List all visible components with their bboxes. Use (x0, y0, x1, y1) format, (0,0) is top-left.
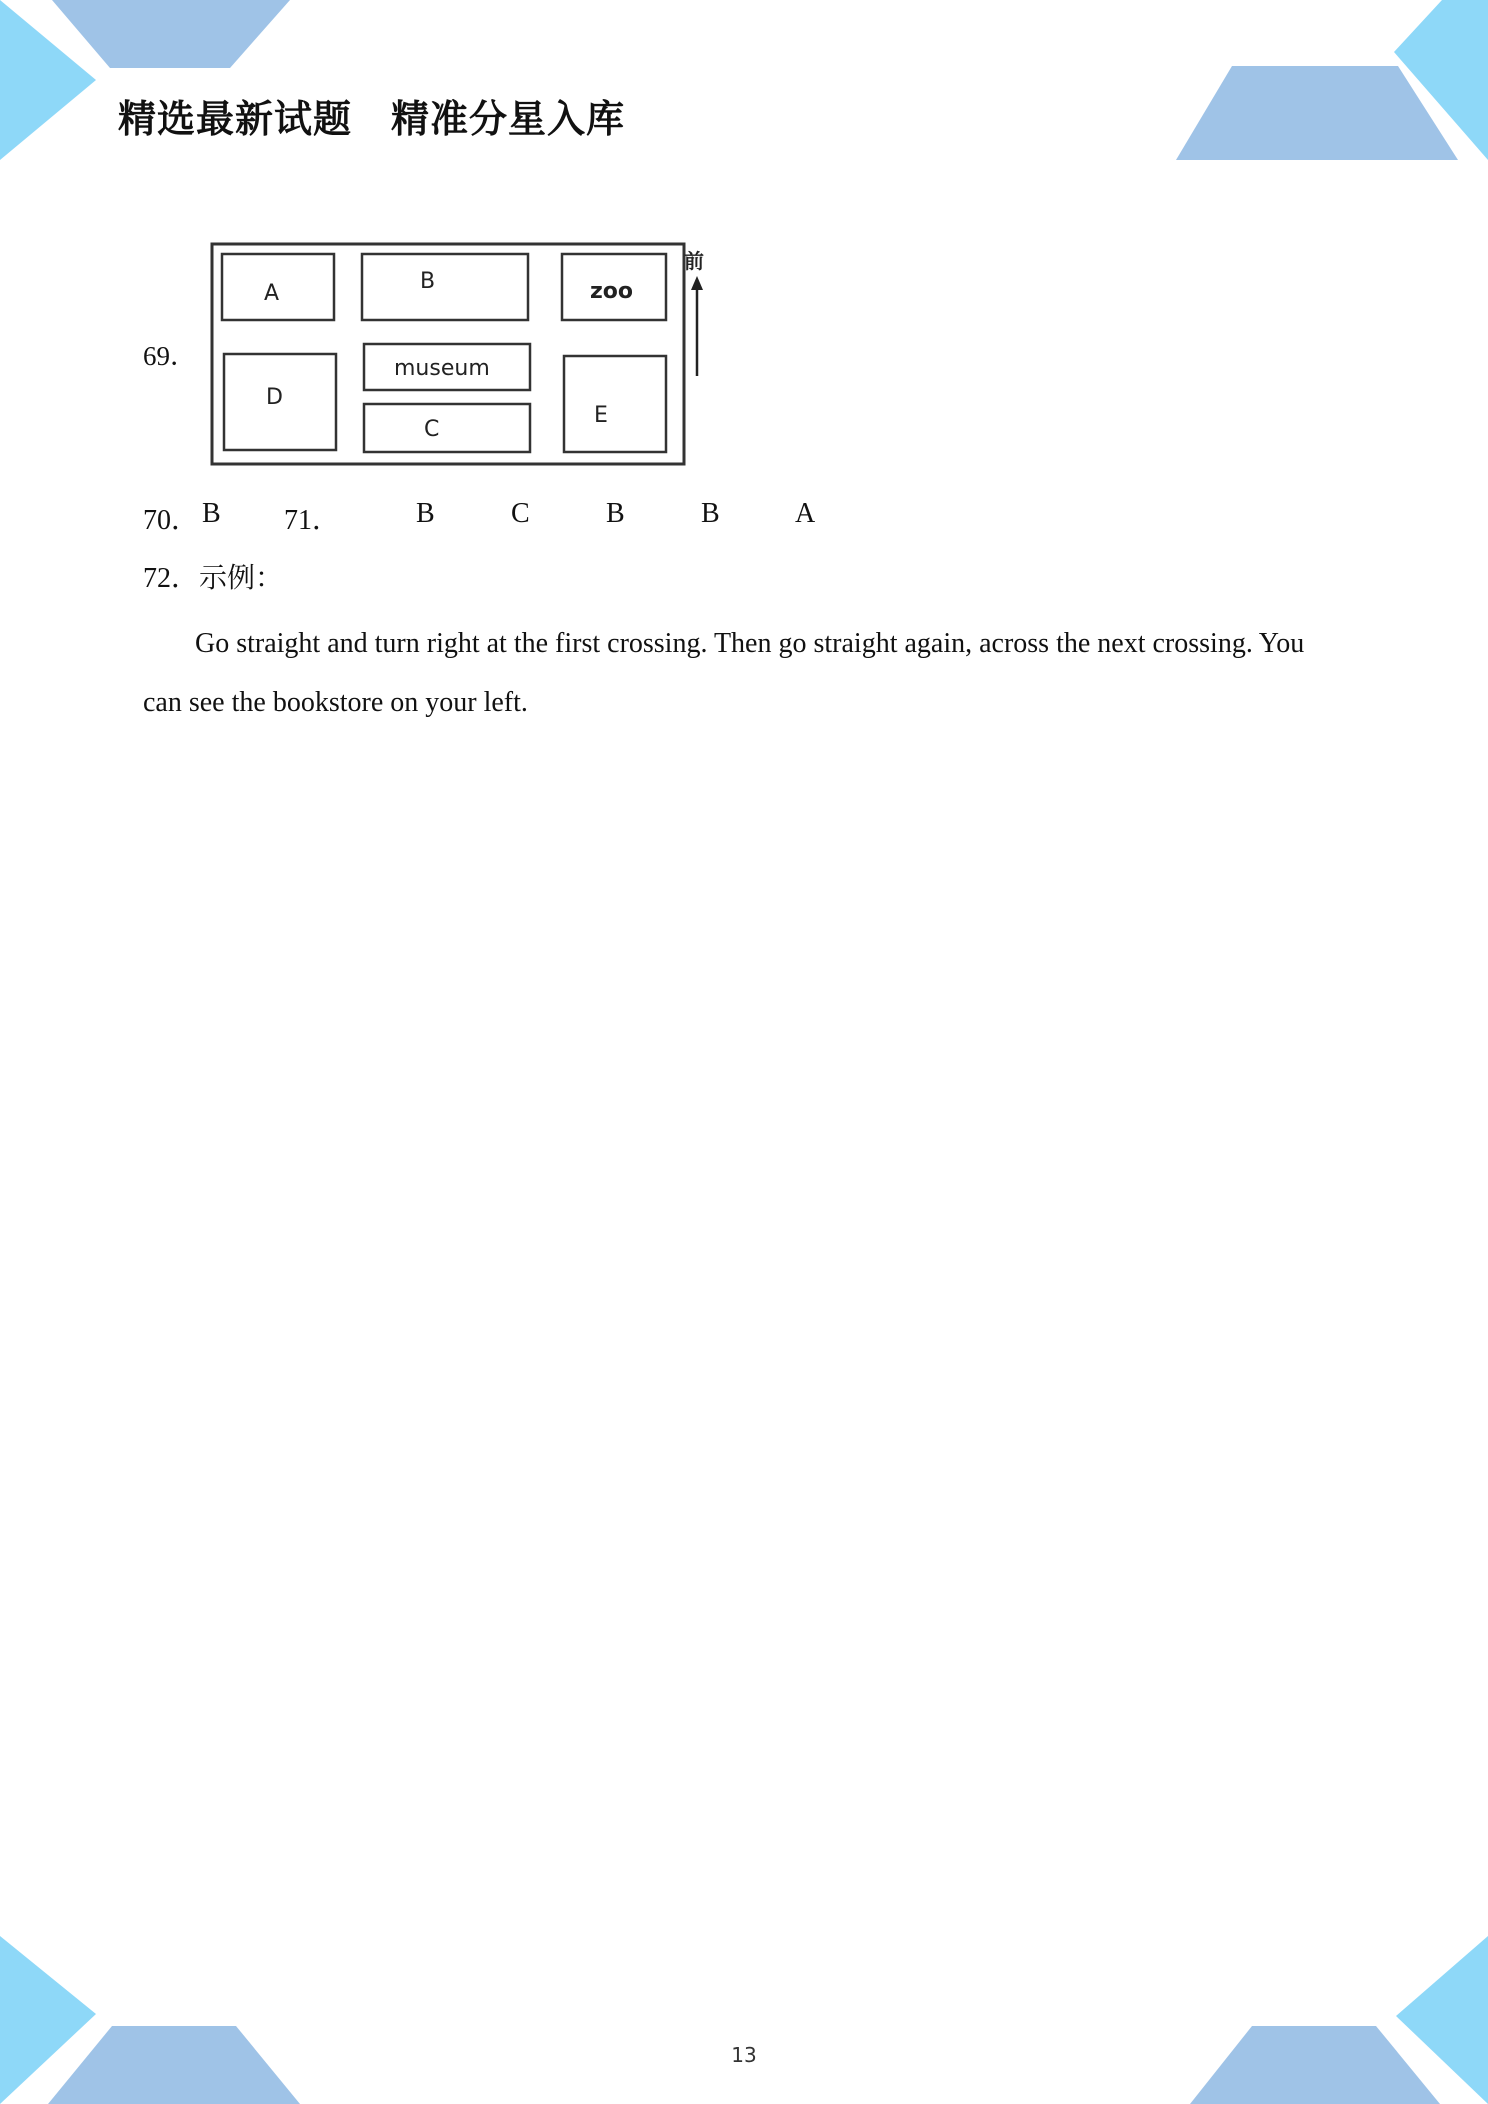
map-label-d: D (266, 385, 283, 410)
question-71-answer: B (701, 498, 720, 529)
map-label-zoo: zoo (590, 279, 634, 304)
question-71-answer: B (416, 498, 435, 529)
top-right-blue-trapezoid (1176, 66, 1458, 160)
question-69-number: 69． (143, 341, 197, 371)
up-arrow-icon (691, 276, 703, 376)
map-label-a: A (264, 281, 280, 306)
question-72-label: 示例： (199, 563, 284, 594)
question-71-number: 71． (284, 505, 341, 536)
question-72-heading (143, 556, 283, 596)
answers-70-71 (143, 498, 1043, 534)
question-71-answer: A (795, 498, 816, 529)
question-71-answer: C (511, 498, 530, 529)
question-72-answer-text: Go straight and turn right at the first crossing. Then go straight again, across the next crossing. You can see the bookstore on your left. (143, 628, 1305, 718)
header-title: 精选最新试题 精准分星入库 (118, 97, 626, 141)
top-left-blue-trapezoid (52, 0, 290, 68)
map-direction-label: 前 (684, 249, 704, 273)
map-label-e: E (594, 403, 608, 428)
map-label-c: C (424, 417, 440, 442)
question-70-number: 70． (143, 505, 200, 536)
question-69-map (208, 238, 708, 470)
map-label-b: B (420, 269, 436, 294)
question-72-number: 72． (143, 563, 200, 594)
map-cell-c (364, 404, 530, 452)
map-cell-e (564, 356, 666, 452)
map-label-museum: museum (394, 356, 490, 381)
question-70-answer: B (202, 498, 221, 529)
page-number: 13 (731, 2043, 757, 2067)
map-cell-b (362, 254, 528, 320)
question-71-answer: B (606, 498, 625, 529)
